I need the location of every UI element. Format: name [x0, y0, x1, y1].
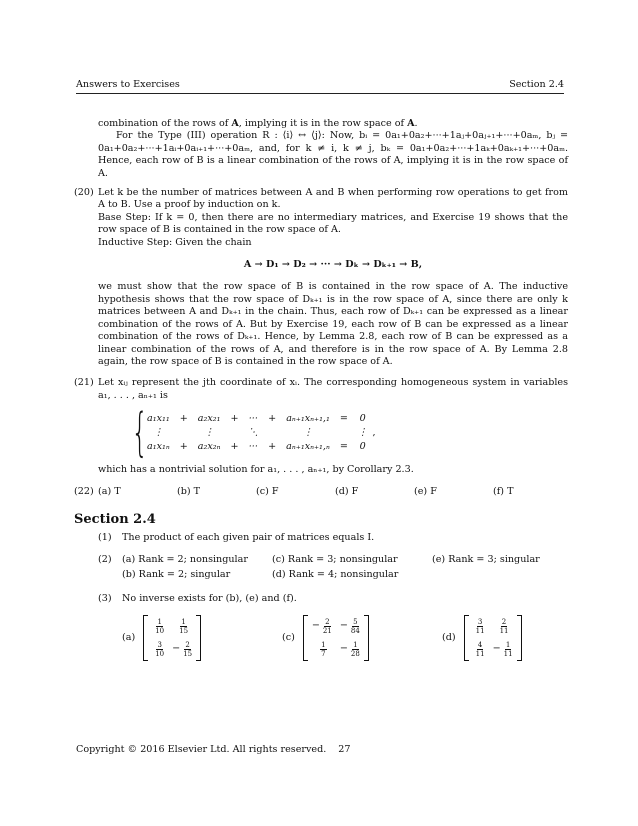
matrix-entry — [312, 618, 332, 635]
sys-cell: a₁x₁ₙ — [147, 440, 170, 452]
denominator: 15 — [179, 626, 189, 635]
sys-cell: a₂x₂ₙ — [197, 440, 221, 452]
s24-exercise-2 — [98, 554, 568, 582]
numerator: 4 — [477, 640, 483, 649]
exercise-body — [98, 377, 568, 476]
sys-cell: aₙ₊₁xₙ₊₁,₁ — [286, 412, 330, 424]
numerator: 3 — [477, 617, 483, 626]
system-end-comma: , — [372, 426, 376, 438]
fraction — [155, 618, 164, 635]
right-bracket-icon — [196, 615, 201, 661]
ex20-chain-equation: A → D₁ → D₂ → ··· → Dₖ → Dₖ₊₁ → B, — [243, 259, 423, 271]
type3-paragraph: For the Type (III) operation R : ⟨i⟩ ↔ ⟨j⟩: Now, bᵢ = 0a₁+0a₂+···+1aⱼ+0aⱼ₊₁+···+0aₘ, bⱼ = 0a₁+0a₂+···+1aᵢ+0aᵢ₊₁+···+0aₘ, and, for k ≠ i, k ≠ j, bₖ = 0a₁+0a₂+···+1aₖ+0aₖ₊₁+···+0aₘ. Hence, each row of B is a linear combination of the rows of A, implying it is in the row space of A. — [98, 130, 568, 179]
system-row — [142, 426, 372, 440]
carry-text-b: , implying it is in the row space of — [238, 118, 408, 129]
entry-sign: − — [339, 620, 348, 632]
fraction — [504, 641, 513, 658]
matrix-label: (d) — [442, 631, 456, 643]
ex21-intro: Let xᵢⱼ represent the jth coordinate of xᵢ. The corresponding homogeneous system in variables a₁, . . . , aₙ₊₁ is — [98, 377, 568, 401]
system-row — [142, 412, 372, 426]
page-header — [76, 79, 564, 94]
matrix-entry — [493, 641, 513, 658]
entry-sign: − — [311, 620, 320, 632]
left-brace-icon: { — [131, 403, 149, 464]
sys-cell: = — [339, 440, 348, 452]
matrix-entry — [152, 618, 164, 635]
numerator: 1 — [321, 640, 326, 649]
matrix-bracket — [464, 615, 522, 661]
true-false-answers — [98, 486, 568, 498]
s24-exercise-3 — [98, 593, 568, 661]
answer-item: (a) T — [98, 485, 121, 497]
ex20-proof: we must show that the row space of B is contained in the row space of A. The inductive hypothesis shows that the row space of Dₖ₊₁ is in the row space of A, since there are only k matrices between A and Dₖ₊₁ in the chain. Thus, each row of Dₖ₊₁ can be expressed as a linear combination of the rows of A. But by Exercise 19, each row of B can be expressed as a linear combination of the rows of Dₖ₊₁. Hence, by Lemma 2.8, each row of B can be expressed as a linear combination of the rows of A, and therefore is in the row space of A. By Lemma 2.8 again, the row space of B is contained in the row space of A. — [98, 281, 568, 367]
matrix-grid — [148, 615, 196, 661]
page-body — [74, 118, 568, 661]
header-right: Section 2.4 — [509, 79, 564, 90]
numerator: 1 — [353, 640, 358, 649]
carry-matrix-a: A — [231, 118, 239, 129]
sys-cell: ⋮ — [153, 426, 164, 438]
sys-cell: = — [339, 412, 348, 424]
sys-cell — [263, 426, 281, 440]
carry-line1 — [98, 118, 568, 130]
matrix-label: (a) — [122, 631, 136, 643]
ex20-base-step: Base Step: If k = 0, then there are no intermediary matrices, and Exercise 19 shows that the row space of B is contained in the row space of A. — [98, 211, 568, 236]
rank-item: (a) Rank = 2; nonsingular — [122, 553, 248, 565]
system-row — [142, 440, 372, 454]
rank-item — [432, 569, 582, 581]
denominator: 21 — [322, 626, 332, 635]
header-left: Answers to Exercises — [76, 79, 180, 90]
sys-cell: + — [230, 440, 239, 452]
matrix-entry — [312, 641, 332, 658]
sys-cell: ··· — [248, 412, 258, 424]
ex20-inductive-step: Inductive Step: Given the chain — [98, 236, 252, 248]
sys-cell: ··· — [248, 440, 258, 452]
rank-answers — [122, 554, 582, 582]
exercise-20 — [74, 187, 568, 368]
fraction — [476, 641, 485, 658]
matrix-bracket — [303, 615, 369, 661]
carry-over-text — [74, 118, 568, 180]
sys-cell: ⋮ — [303, 426, 313, 438]
matrix-entry — [340, 641, 360, 658]
sys-cell: a₂x₂₁ — [197, 412, 221, 424]
right-bracket-icon — [517, 615, 522, 661]
matrix-entry — [172, 618, 192, 635]
fraction — [351, 641, 360, 658]
carry-matrix-a2: A — [407, 118, 415, 129]
denominator: 28 — [350, 649, 360, 658]
inverse-matrices — [122, 615, 568, 661]
matrix-c — [282, 615, 442, 661]
matrix-a — [122, 615, 282, 661]
numerator: 2 — [185, 640, 190, 649]
sys-cell: ⋱ — [248, 426, 259, 438]
entry-sign: − — [492, 643, 501, 655]
sys-cell: ⋮ — [204, 426, 214, 438]
fraction — [351, 618, 360, 635]
s24-exercise-1 — [98, 532, 568, 544]
exercise-22 — [74, 486, 568, 498]
sys-cell — [175, 426, 193, 440]
sys-cell: + — [179, 440, 188, 452]
answer-item: (f) T — [493, 485, 514, 497]
sys-cell: 0 — [359, 412, 366, 424]
denominator: 11 — [475, 626, 485, 635]
numerator: 1 — [181, 617, 186, 626]
entry-sign: − — [172, 643, 181, 655]
exercise-body — [98, 187, 568, 368]
denominator: 10 — [155, 626, 165, 635]
exercise-body — [122, 593, 568, 661]
matrix-entry — [152, 641, 164, 658]
answer-item: (b) T — [177, 485, 201, 497]
rank-item: (e) Rank = 3; singular — [432, 553, 540, 565]
denominator: 11 — [503, 649, 513, 658]
matrix-entry — [340, 618, 360, 635]
matrix-entry — [493, 618, 513, 635]
denominator: 7 — [321, 649, 326, 658]
fraction — [155, 641, 164, 658]
ex21-conclusion: which has a nontrivial solution for a₁, . . . , aₙ₊₁, by Corollary 2.3. — [98, 464, 414, 476]
section-title: Section 2.4 — [74, 511, 156, 527]
sys-cell: + — [230, 412, 239, 424]
matrix-label: (c) — [282, 631, 295, 643]
no-inverse-text: No inverse exists for (b), (e) and (f). — [122, 592, 297, 604]
answer-item: (c) F — [256, 485, 279, 497]
fraction — [476, 618, 485, 635]
fraction — [320, 641, 326, 658]
sys-cell: + — [268, 412, 277, 424]
exercise-number: (21) — [74, 377, 94, 389]
answer-item: (e) F — [414, 485, 437, 497]
denominator: 15 — [183, 649, 193, 658]
numerator: 5 — [353, 617, 358, 626]
rank-item: (c) Rank = 3; nonsingular — [272, 553, 398, 565]
matrix-grid — [469, 615, 517, 661]
sys-cell: aₙ₊₁xₙ₊₁,ₙ — [286, 440, 330, 452]
fraction — [323, 618, 332, 635]
entry-sign: − — [339, 643, 348, 655]
answer-item: (d) F — [335, 485, 359, 497]
denominator: 11 — [475, 649, 485, 658]
carry-text-a: combination of the rows of — [98, 118, 232, 129]
page-footer — [76, 744, 350, 756]
sys-cell — [335, 426, 353, 440]
matrix-entry — [473, 618, 485, 635]
carry-text-c: . — [414, 118, 418, 129]
right-bracket-icon — [364, 615, 369, 661]
fraction — [179, 618, 188, 635]
sys-cell: + — [179, 412, 188, 424]
homogeneous-system — [128, 403, 568, 464]
exercise-number: (22) — [74, 485, 94, 497]
numerator: 3 — [157, 640, 162, 649]
numerator: 2 — [501, 617, 507, 626]
exercise-body: The product of each given pair of matrices equals I. — [122, 532, 375, 544]
numerator: 2 — [325, 617, 330, 626]
matrix-entry — [473, 641, 485, 658]
page-number: 27 — [338, 744, 351, 755]
sys-cell: + — [268, 440, 277, 452]
matrix-d — [442, 615, 522, 661]
exercise-number: (20) — [74, 187, 94, 199]
matrix-grid — [308, 615, 364, 661]
sys-cell: ⋮ — [357, 426, 368, 438]
fraction — [500, 618, 509, 635]
rank-item: (d) Rank = 4; nonsingular — [272, 569, 399, 581]
sys-cell: 0 — [359, 440, 366, 452]
sys-cell: a₁x₁₁ — [147, 412, 170, 424]
denominator: 10 — [155, 649, 165, 658]
exercise-number: (1) — [98, 532, 112, 544]
exercise-21 — [74, 377, 568, 476]
fraction — [183, 641, 192, 658]
numerator: 1 — [157, 617, 162, 626]
matrix-entry — [172, 641, 192, 658]
rank-item: (b) Rank = 2; singular — [122, 569, 231, 581]
ex20-intro: Let k be the number of matrices between A and B when performing row operations to get from A to B. Use a proof by induction on k. — [98, 187, 568, 211]
matrix-bracket — [143, 615, 201, 661]
numerator: 1 — [505, 640, 511, 649]
copyright-text: Copyright © 2016 Elsevier Ltd. All rights reserved. — [76, 744, 327, 755]
exercise-number: (2) — [98, 553, 112, 565]
system-table — [142, 412, 372, 454]
sys-cell — [225, 426, 243, 440]
exercise-number: (3) — [98, 592, 112, 604]
denominator: 84 — [350, 626, 360, 635]
denominator: 11 — [499, 626, 509, 635]
